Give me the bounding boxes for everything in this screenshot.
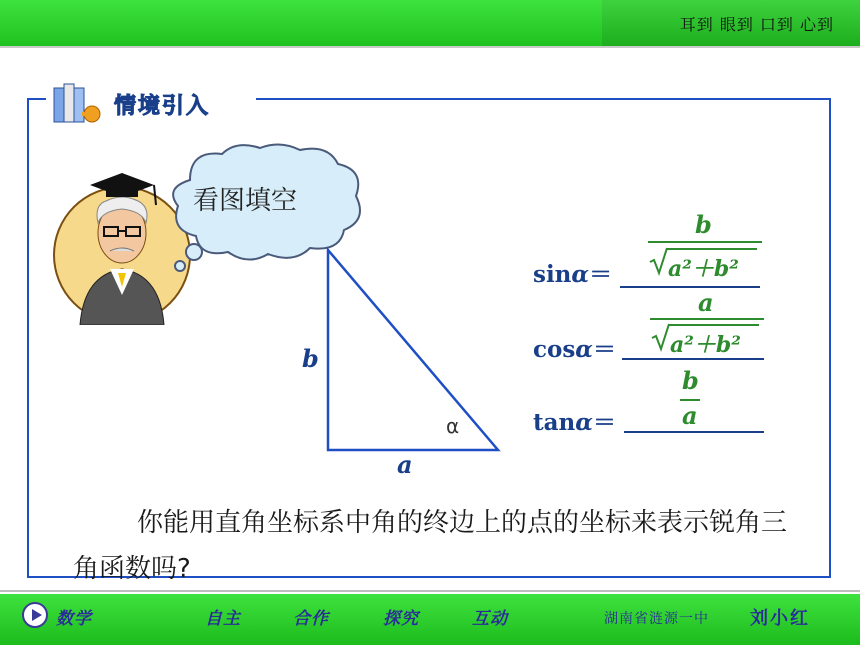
sin-sqrt-icon xyxy=(648,246,668,276)
sin-fraction-bar xyxy=(648,241,762,243)
cos-fraction-bar xyxy=(650,318,764,320)
cos-radical-bar xyxy=(669,324,759,326)
nav-item-tanjiu[interactable]: 探究 xyxy=(383,609,419,629)
motto-text: 耳到 眼到 口到 心到 xyxy=(679,15,834,34)
school-name: 湖南省涟源一中 xyxy=(604,611,709,627)
play-button[interactable] xyxy=(22,602,48,628)
section-header xyxy=(46,76,256,126)
thought-bubble-text: 看图填空 xyxy=(193,186,298,216)
right-triangle xyxy=(320,240,510,460)
subject-label: 数学 xyxy=(56,609,92,629)
bottom-divider xyxy=(0,590,860,592)
cos-label: cosα＝ xyxy=(533,336,616,363)
sin-label: sinα＝ xyxy=(533,261,613,288)
top-divider xyxy=(0,46,860,48)
cos-radicand: a²＋b² xyxy=(670,332,741,358)
side-label-b: b xyxy=(302,344,319,373)
sin-radical-bar xyxy=(667,248,757,250)
section-title: 情境引入 xyxy=(114,94,211,119)
nav-item-hezuo[interactable]: 合作 xyxy=(293,609,329,629)
sin-radicand: a²＋b² xyxy=(668,256,739,282)
teacher-name: 刘小红 xyxy=(750,608,810,629)
sin-blank[interactable] xyxy=(620,286,760,288)
cos-sqrt-icon xyxy=(650,322,670,352)
nav-item-hudong[interactable]: 互动 xyxy=(472,609,508,629)
tan-denominator: a xyxy=(682,401,698,430)
tan-blank[interactable] xyxy=(624,431,764,433)
question-text: 你能用直角坐标系中角的终边上的点的坐标来表示锐角三角函数吗? xyxy=(73,508,788,584)
cos-numerator: a xyxy=(698,288,714,317)
bottom-banner xyxy=(0,594,860,645)
tan-label: tanα＝ xyxy=(533,409,616,436)
sin-numerator: b xyxy=(695,210,712,239)
side-label-a: a xyxy=(397,450,413,479)
books-icon xyxy=(52,80,104,126)
nav-item-zizhu[interactable]: 自主 xyxy=(205,609,241,629)
tan-numerator: b xyxy=(682,366,699,395)
angle-label: α xyxy=(446,414,460,438)
